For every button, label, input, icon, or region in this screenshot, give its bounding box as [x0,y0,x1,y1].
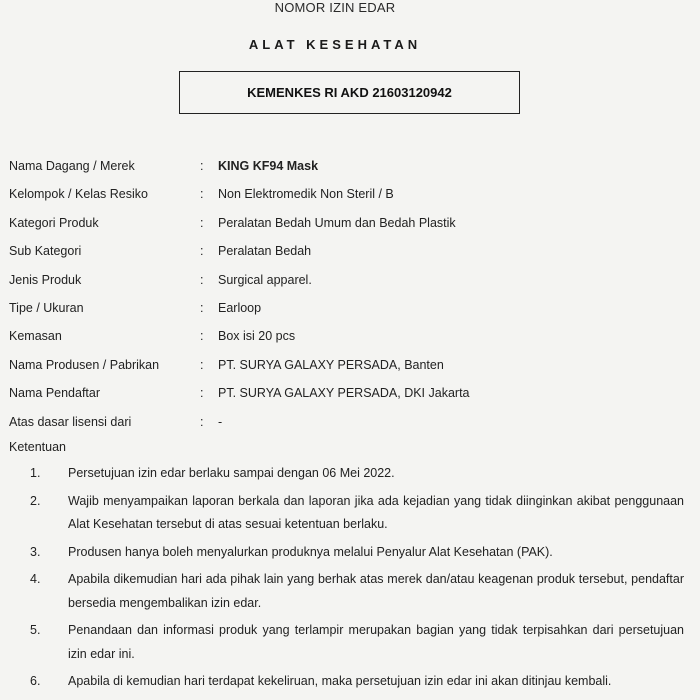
field-colon: : [200,329,204,344]
field-value: KING KF94 Mask [218,159,319,173]
document-header-label: NOMOR IZIN EDAR [274,0,396,15]
field-value: Earloop [218,300,262,315]
term-item [0,490,700,537]
field-colon: : [200,357,204,372]
field-row-product-category [9,213,699,241]
field-label: Sub Kategori [9,244,82,259]
term-number: 3. [30,544,41,559]
term-item [0,541,700,565]
field-colon: : [200,386,204,401]
registration-number-box [179,71,520,114]
term-number: 2. [30,493,41,508]
field-value: Peralatan Bedah [218,244,312,259]
field-colon: : [200,244,204,259]
field-row-risk-class [9,184,699,212]
field-value: PT. SURYA GALAXY PERSADA, DKI Jakarta [218,386,470,401]
field-colon: : [200,414,204,429]
field-row-product-type [9,270,699,298]
field-value: PT. SURYA GALAXY PERSADA, Banten [218,357,444,372]
field-label: Jenis Produk [9,272,82,287]
field-label: Kemasan [9,329,62,344]
field-label: Kategori Produk [9,215,99,230]
term-number: 1. [30,466,41,480]
term-text: Wajib menyampaikan laporan berkala dan laporan jika ada kejadian yang tidak diinginkan akibat penggunaan Alat Kesehatan tersebut di atas sesuai ketentuan berlaku. [68,493,684,531]
field-row-brand [9,156,699,184]
field-value: Box isi 20 pcs [218,329,296,344]
field-label: Nama Pendaftar [9,386,101,401]
term-text: Produsen hanya boleh menyalurkan produknya melalui Penyalur Alat Kesehatan (PAK). [68,544,553,559]
field-colon: : [200,187,204,202]
registration-number: KEMENKES RI AKD 21603120942 [247,85,452,100]
field-row-license [9,412,699,440]
term-item [0,462,700,486]
field-row-registrant [9,383,699,411]
field-row-manufacturer [9,355,699,383]
terms-list [0,462,700,698]
term-item [0,619,700,666]
term-text: Apabila dikemudian hari ada pihak lain yang berhak atas merek dan/atau keagenan produk tersebut, pendaftar bersedia mengembalikan izin edar. [68,572,684,610]
field-row-size [9,298,699,326]
terms-heading: Ketentuan [9,440,66,454]
field-colon: : [200,215,204,230]
field-colon: : [200,272,204,287]
field-value: - [218,414,223,429]
field-label: Kelompok / Kelas Resiko [9,187,148,202]
term-item [0,568,700,615]
field-value: Surgical apparel. [218,272,312,287]
term-item [0,670,700,694]
field-colon: : [200,300,204,315]
term-text: Persetujuan izin edar berlaku sampai dengan 06 Mei 2022. [68,466,395,480]
term-text: Penandaan dan informasi produk yang terlampir merupakan bagian yang tidak terpisahkan dari persetujuan izin edar ini. [68,623,684,661]
term-number: 4. [30,572,41,586]
field-label: Tipe / Ukuran [9,300,84,315]
field-colon: : [200,159,204,173]
field-row-packaging [9,326,699,354]
term-text: Apabila di kemudian hari terdapat kekeliruan, maka persetujuan izin edar ini akan ditinjau kembali. [68,674,612,688]
term-number: 6. [30,674,41,688]
product-fields [9,156,699,440]
field-label: Nama Produsen / Pabrikan [9,357,160,372]
field-label: Atas dasar lisensi dari [9,414,132,429]
term-number: 5. [30,623,41,637]
field-row-sub-category [9,241,699,269]
field-value: Non Elektromedik Non Steril / B [218,187,394,202]
field-label: Nama Dagang / Merek [9,159,135,173]
document-title: ALAT KESEHATAN [248,37,422,52]
field-value: Peralatan Bedah Umum dan Bedah Plastik [218,215,456,230]
